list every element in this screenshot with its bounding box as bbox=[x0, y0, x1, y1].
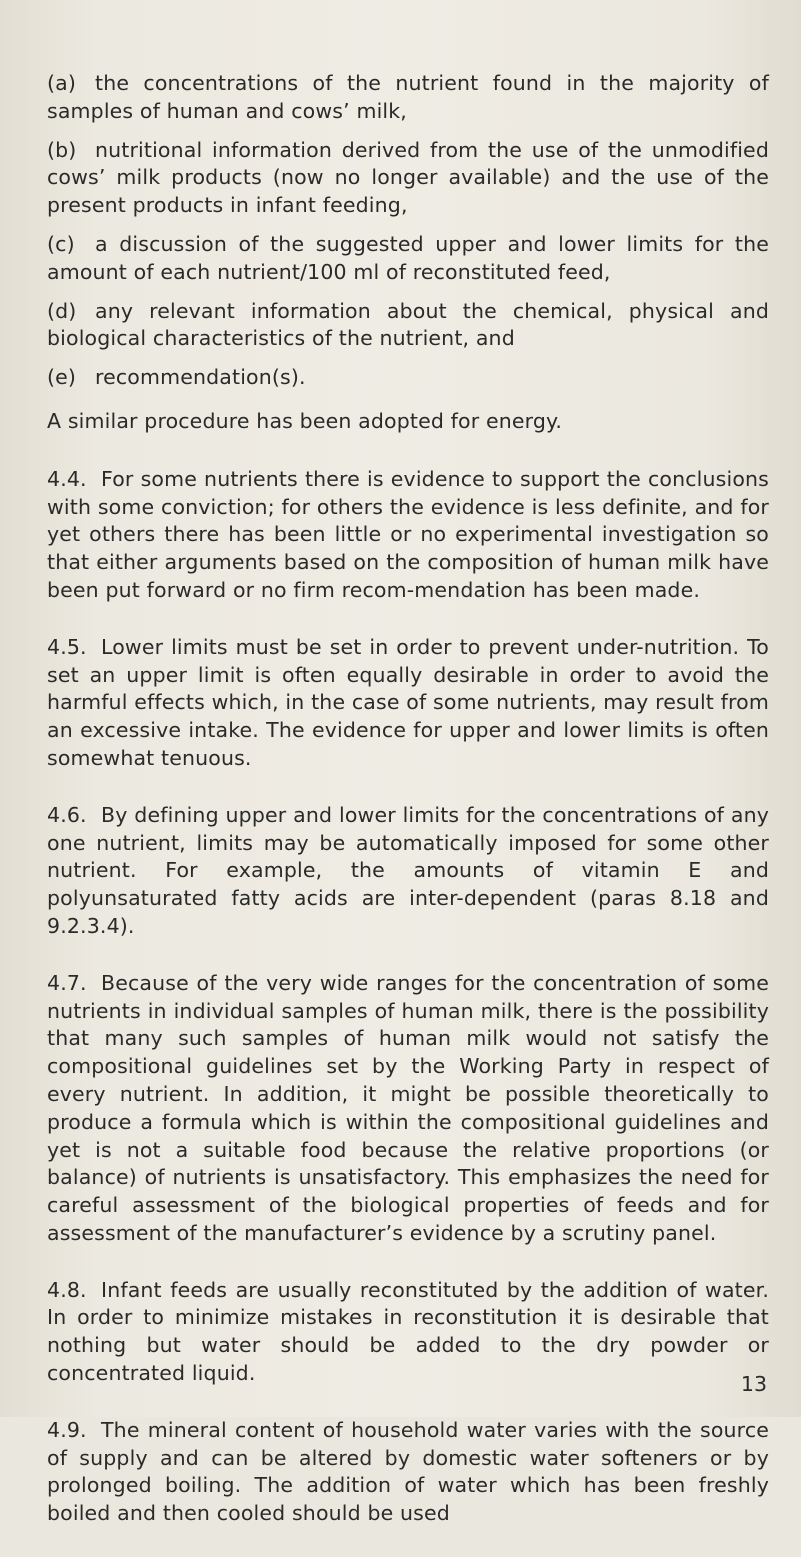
list-item-d bbox=[47, 298, 769, 354]
list-item-c bbox=[47, 231, 769, 287]
list-label: (e) bbox=[47, 365, 77, 390]
paragraph-number: 4.7. bbox=[47, 970, 87, 995]
list-text: a discussion of the suggested upper and lower limits for the amount of each nutrient/100 ml of reconstituted feed, bbox=[47, 231, 769, 284]
paragraph-4-6 bbox=[47, 802, 769, 941]
list-text: recommendation(s). bbox=[95, 365, 306, 390]
list-text: any relevant information about the chemical, physical and biological characteristics of the nutrient, and bbox=[47, 298, 769, 351]
paragraph-number: 4.8. bbox=[47, 1277, 87, 1302]
paragraph-4-4 bbox=[47, 466, 769, 605]
paragraph-4-9 bbox=[47, 1417, 769, 1528]
paragraph-4-5 bbox=[47, 634, 769, 773]
paragraph-text: By defining upper and lower limits for the concentrations of any one nutrient, limits may be automatically imposed for some other nutrient. For example, the amounts of vitamin E and polyunsaturated fatty acids are inter-dependent (paras 8.18 and 9.2.3.4). bbox=[47, 802, 769, 938]
list-label: (b) bbox=[47, 137, 77, 162]
paragraph-number: 4.4. bbox=[47, 466, 87, 491]
paragraph-text: Because of the very wide ranges for the concentration of some nutrients in individual samples of human milk, there is the possibility that many such samples of human milk would not satisfy the compositional guidelines set by the Working Party in respect of every nutrient. In addition, it might be possible theoretically to produce a formula which is within the compositional guidelines and yet is not a suitable food because the relative proportions (or balance) of nutrients is unsatisfactory. This emphasizes the need for careful assessment of the biological properties of feeds and for assessment of the manufacturer’s evidence by a scrutiny panel. bbox=[47, 970, 769, 1245]
paragraph-number: 4.9. bbox=[47, 1417, 87, 1442]
paragraph-4-7 bbox=[47, 970, 769, 1248]
body-text bbox=[47, 70, 769, 1557]
list-text: nutritional information derived from the use of the unmodified cows’ milk products (now no longer available) and the use of the present products in infant feeding, bbox=[47, 137, 769, 218]
list-label: (c) bbox=[47, 231, 75, 256]
paragraph-text: For some nutrients there is evidence to support the conclusions with some conviction; for others the evidence is less definite, and for yet others there has been little or no experimental investigation so that either arguments based on the composition of human milk have been put forward or no firm recom-mendation has been made. bbox=[47, 466, 769, 602]
energy-note: A similar procedure has been adopted for energy. bbox=[47, 408, 563, 433]
list-text: the concentrations of the nutrient found in the majority of samples of human and cows’ milk, bbox=[47, 71, 769, 123]
paragraph-number: 4.5. bbox=[47, 634, 87, 659]
list-item-e bbox=[47, 364, 769, 392]
paragraph-number: 4.6. bbox=[47, 802, 87, 827]
paragraph-4-8 bbox=[47, 1277, 769, 1388]
list-item-a bbox=[47, 70, 769, 126]
list-label: (a) bbox=[47, 71, 77, 95]
list-label: (d) bbox=[47, 298, 77, 323]
paragraph-text: Infant feeds are usually reconstituted by the addition of water. In order to minimize mistakes in reconstitution it is desirable that nothing but water should be added to the dry powder or concentrated liquid. bbox=[47, 1277, 769, 1386]
page-number: 13 bbox=[740, 1372, 767, 1396]
list-item-b bbox=[47, 137, 769, 220]
paragraph-text: Lower limits must be set in order to prevent under-nutrition. To set an upper limit is often equally desirable in order to avoid the harmful effects which, in the case of some nutrients, may result from an excessive intake. The evidence for upper and lower limits is often somewhat tenuous. bbox=[47, 634, 769, 770]
paragraph-text: The mineral content of household water varies with the source of supply and can be altered by domestic water softeners or by prolonged boiling. The addition of water which has been freshly boiled and then cooled should be used bbox=[47, 1417, 769, 1526]
